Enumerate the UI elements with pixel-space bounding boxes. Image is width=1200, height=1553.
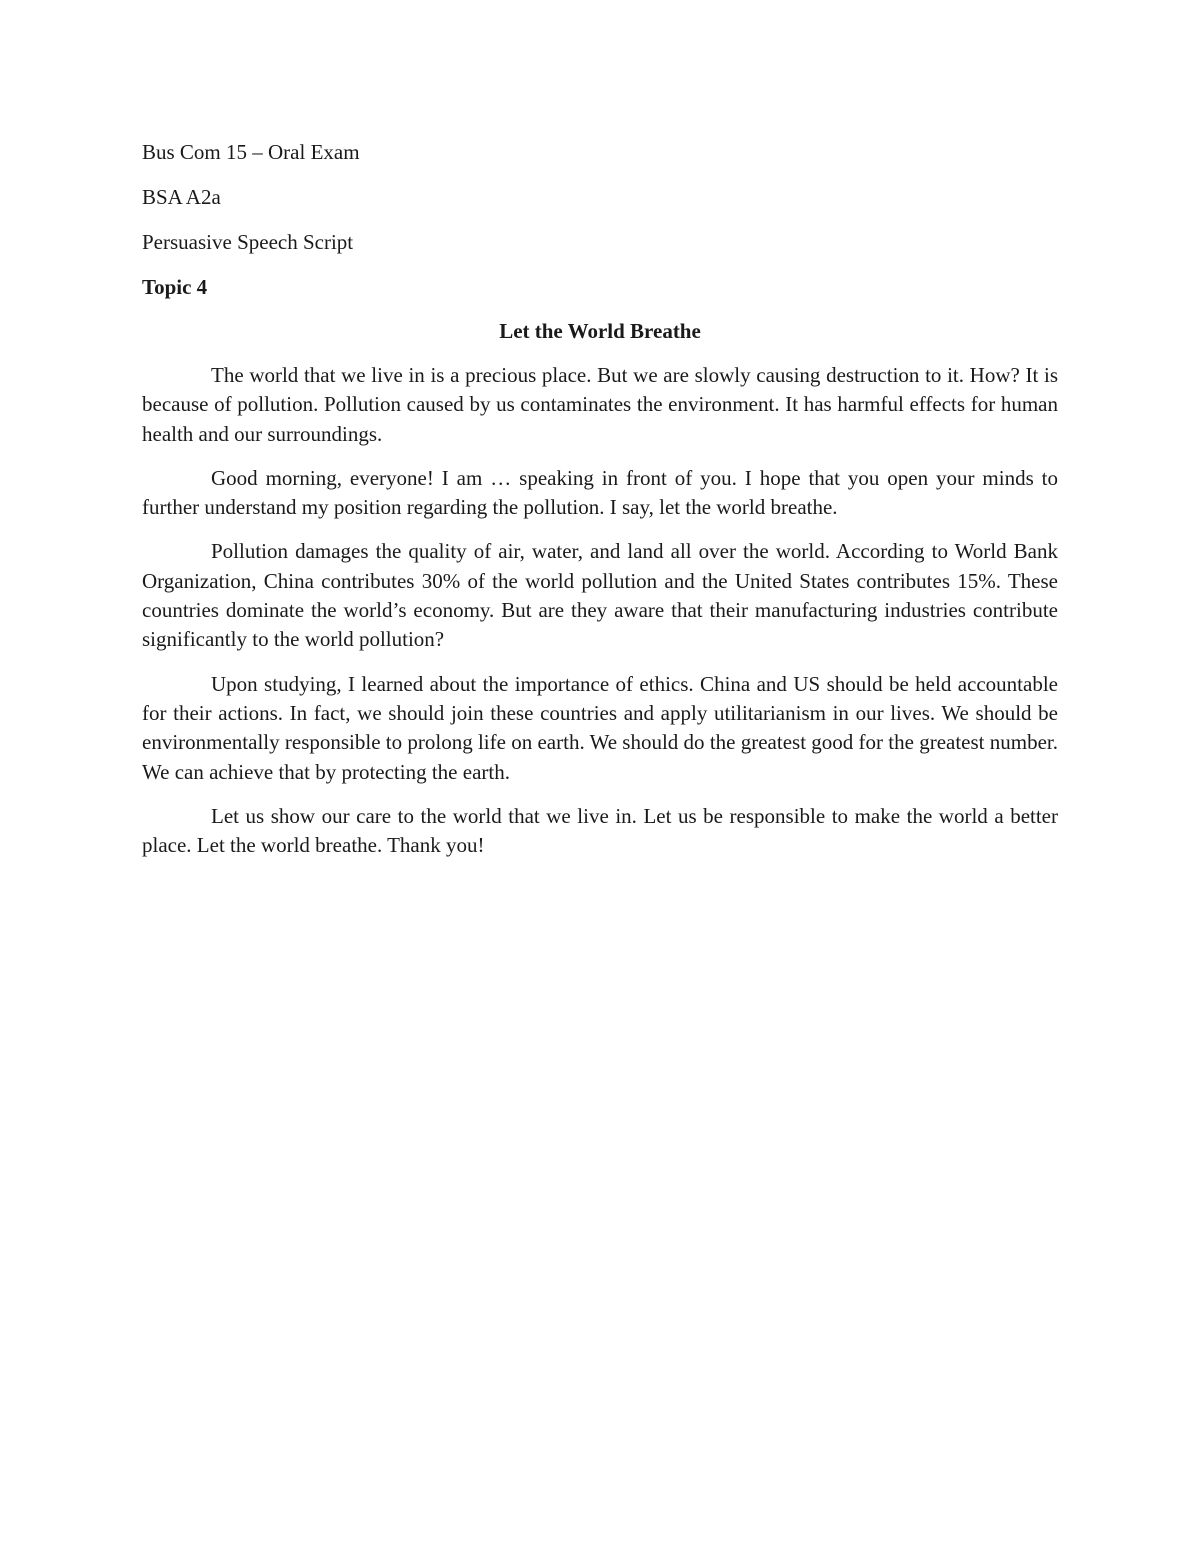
speech-title: Let the World Breathe: [499, 319, 701, 343]
paragraph-ethics: Upon studying, I learned about the importance of ethics. China and US should be held accountable for their actions. In fact, we should join these countries and apply utilitarianism in our lives. We should be environmentally responsible to prolong life on earth. We should do the greatest good for the greatest number. We can achieve that by protecting the earth.: [142, 671, 1058, 784]
paragraph-conclusion: Let us show our care to the world that we live in. Let us be responsible to make the world a better place. Let the world breathe. Thank you!: [142, 803, 1058, 858]
section-line: BSA A2a: [142, 185, 221, 209]
document-type-line: Persuasive Speech Script: [142, 230, 354, 254]
document-body: [142, 140, 1058, 875]
paragraph-introduction: The world that we live in is a precious place. But we are slowly causing destruction to it. How? It is because of pollution. Pollution caused by us contaminates the environment. It has harmful effects for human health and our surroundings.: [142, 363, 1058, 446]
course-line: Bus Com 15 – Oral Exam: [142, 140, 360, 164]
topic-label: Topic 4: [142, 275, 208, 299]
paragraph-evidence: Pollution damages the quality of air, water, and land all over the world. According to World Bank Organization, China contributes 30% of the world pollution and the United States contributes 15%. These countries dominate the world’s economy. But are they aware that their manufacturing industries contribute significantly to the world pollution?: [142, 539, 1058, 652]
paragraph-greeting: Good morning, everyone! I am … speaking in front of you. I hope that you open your minds to further understand my position regarding the pollution. I say, let the world breathe.: [142, 465, 1058, 520]
